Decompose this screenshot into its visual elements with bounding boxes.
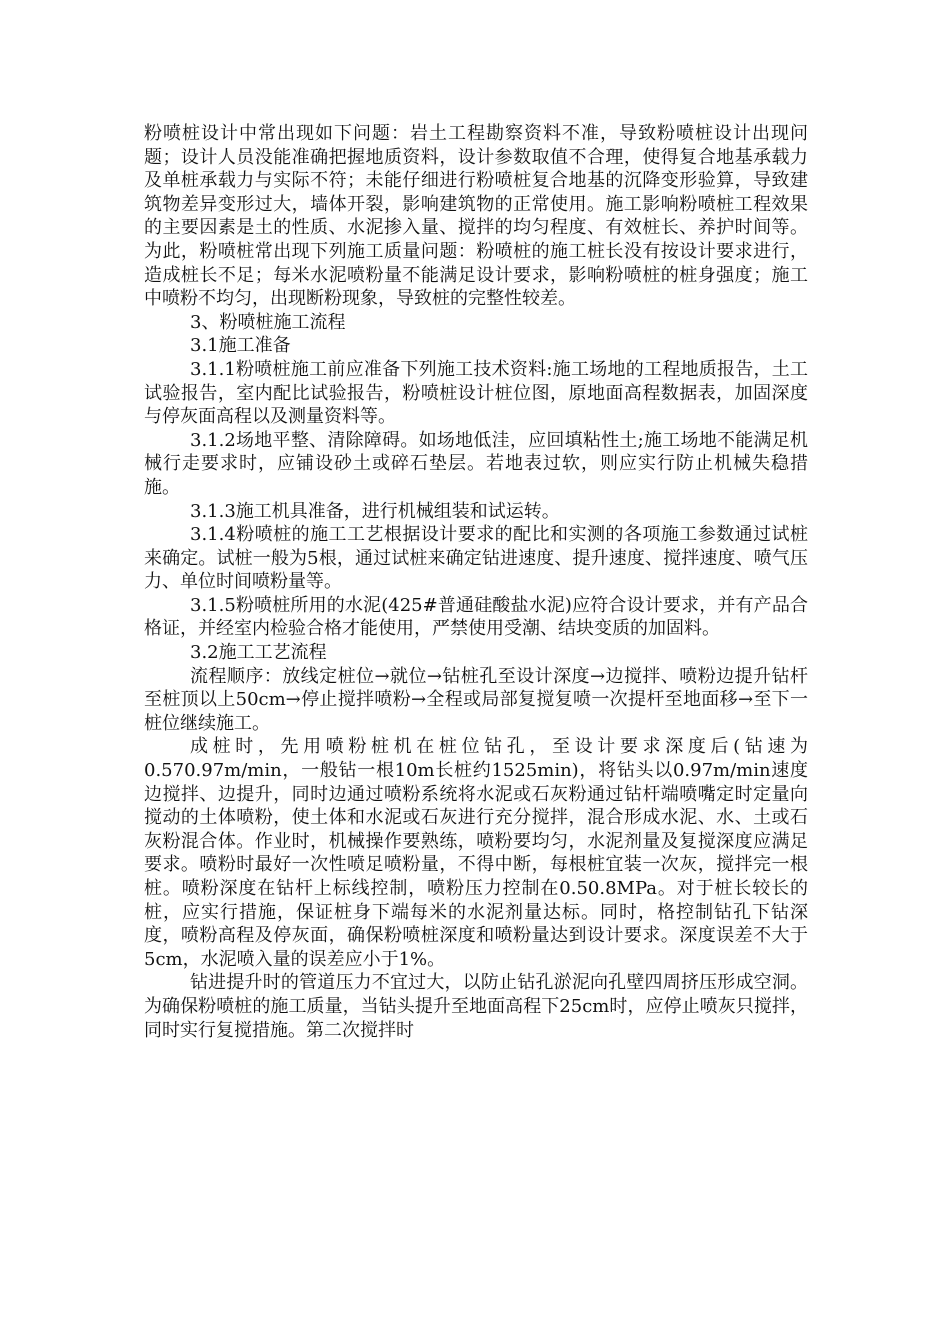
paragraph-intro: 粉喷桩设计中常出现如下问题：岩土工程勘察资料不准，导致粉喷桩设计出现问题；设计人员没能准确把握地质资料，设计参数取值不合理，使得复合地基承载力及单桩承载力与实际不符；未能仔细进行粉喷桩复合地基的沉降变形验算，导致建筑物差异变形过大，墙体开裂，影响建筑物的正常使用。施工影响粉喷桩工程效果的主要因素是土的性质、水泥掺入量、搅拌的均匀程度、有效桩长、养护时间等。为此，粉喷桩常出现下列施工质量问题：粉喷桩的施工桩长没有按设计要求进行，造成桩长不足；每米水泥喷粉量不能满足设计要求，影响粉喷桩的桩身强度；施工中喷粉不均匀，出现断粉现象，导致桩的完整性较差。 [144,123,808,310]
paragraph-3-1-1: 3.1.1粉喷桩施工前应准备下列施工技术资料:施工场地的工程地质报告，土工试验报告，室内配比试验报告，粉喷桩设计桩位图，原地面高程数据表，加固深度与停灰面高程以及测量资料等。 [144,358,808,428]
paragraph-3-1-2: 3.1.2场地平整、清除障碍。如场地低洼，应回填粘性土;施工场地不能满足机械行走要求时，应铺设砂土或碎石垫层。若地表过软，则应实行防止机械失稳措施。 [144,429,808,498]
section-heading-3: 3、粉喷桩施工流程 [190,311,346,333]
paragraph-3-1-3: 3.1.3施工机具准备，进行机械组装和试运转。 [190,500,560,522]
paragraph-process-order: 流程顺序：放线定桩位→就位→钻桩孔至设计深度→边搅拌、喷粉边提升钻杆至桩顶以上50cm→停止搅拌喷粉→全程或局部复搅复喷一次提杆至地面移→至下一桩位继续施工。 [144,665,808,734]
subsection-heading-3-1: 3.1施工准备 [190,335,291,357]
paragraph-drilling-pressure: 钻进提升时的管道压力不宜过大，以防止钻孔淤泥向孔壁四周挤压形成空洞。为确保粉喷桩的施工质量，当钻头提升至地面高程下25cm时，应停止喷灰只搅拌，同时实行复搅措施。第二次搅拌时 [144,972,808,1041]
paragraph-pile-forming: 成桩时，先用喷粉桩机在桩位钻孔，至设计要求深度后(钻速为0.570.97m/min，一般钻一根10m长桩约1525min)，将钻头以0.97m/min速度边搅拌、边提升，同时边通过喷粉系统将水泥或石灰粉通过钻杆端喷嘴定时定量向搅动的土体喷粉，使土体和水泥或石灰进行充分搅拌，混合形成水泥、水、土或石灰粉混合体。作业时，机械操作要熟练，喷粉要均匀，水泥剂量及复搅深度应满足要求。喷粉时最好一次性喷足喷粉量，不得中断，每根桩宜装一次灰，搅拌完一根桩。喷粉深度在钻杆上标线控制，喷粉压力控制在0.50.8MPa。对于桩长较长的桩，应实行措施，保证桩身下端每米的水泥剂量达标。同时，格控制钻孔下钻深度，喷粉高程及停灰面，确保粉喷桩深度和喷粉量达到设计要求。深度误差不大于5cm，水泥喷入量的误差应小于1%。 [144,736,808,970]
paragraph-3-1-5: 3.1.5粉喷桩所用的水泥(425#普通硅酸盐水泥)应符合设计要求，并有产品合格证，并经室内检验合格才能使用，严禁使用受潮、结块变质的加固料。 [144,594,808,640]
document-body [144,122,808,1042]
paragraph-3-1-4: 3.1.4粉喷桩的施工工艺根据设计要求的配比和实测的各项施工参数通过试桩来确定。试桩一般为5根，通过试桩来确定钻进速度、提升速度、搅拌速度、喷气压力、单位时间喷粉量等。 [144,524,808,593]
subsection-heading-3-2: 3.2施工工艺流程 [190,642,327,664]
